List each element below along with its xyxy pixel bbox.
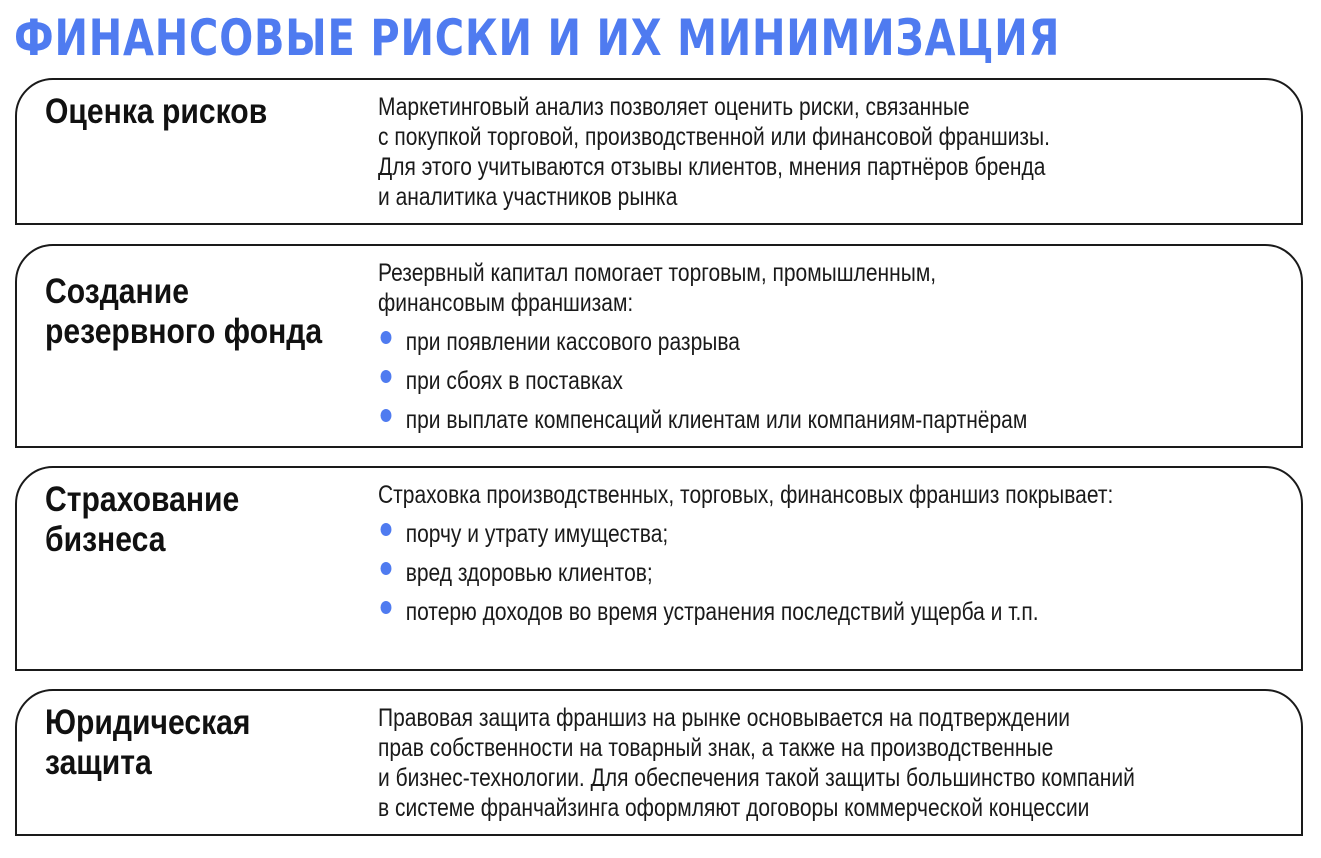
section-heading — [45, 703, 250, 783]
section-business-insurance — [15, 466, 1303, 671]
list-item-text: при сбоях в поставках — [405, 367, 623, 395]
body-line: с покупкой торговой, производственной или финансовой франшизы. — [378, 123, 1050, 151]
section-reserve-fund — [15, 244, 1303, 448]
section-heading — [45, 92, 267, 132]
list-item — [378, 405, 1218, 435]
list-item — [378, 366, 1218, 396]
list-item-text: при выплате компенсаций клиентам или компаниям-партнёрам — [405, 406, 1028, 434]
body-line: Маркетинговый анализ позволяет оценить риски, связанные — [378, 93, 970, 121]
section-heading-line: резервного фонда — [45, 312, 323, 351]
list-item — [378, 597, 1218, 627]
list-item — [378, 519, 1218, 549]
body-line: Для этого учитываются отзывы клиентов, мнения партнёров бренда — [378, 153, 1046, 181]
section-body — [378, 703, 1218, 823]
section-heading — [45, 480, 239, 560]
section-legal-protection — [15, 689, 1303, 836]
body-line: Страховка производственных, торговых, финансовых франшиз покрывает: — [378, 481, 1114, 509]
body-line: прав собственности на товарный знак, а также на производственные — [378, 734, 1054, 762]
bullet-dot-icon — [381, 370, 392, 383]
body-line: и аналитика участников рынка — [378, 183, 678, 211]
list-item — [378, 327, 1218, 357]
section-heading-line: защита — [45, 743, 152, 782]
bullet-dot-icon — [381, 331, 392, 344]
section-body — [378, 258, 1218, 435]
section-heading-line: Создание — [45, 272, 189, 311]
body-line: Резервный капитал помогает торговым, промышленным, — [378, 259, 937, 287]
body-line: Правовая защита франшиз на рынке основывается на подтверждении — [378, 704, 1071, 732]
list-item-text: потерю доходов во время устранения последствий ущерба и т.п. — [405, 598, 1039, 626]
section-heading-line: Оценка рисков — [45, 92, 268, 131]
list-item-text: при появлении кассового разрыва — [405, 328, 740, 356]
bullet-dot-icon — [381, 601, 392, 614]
section-heading-line: Страхование — [45, 480, 240, 519]
section-heading-line: Юридическая — [45, 703, 251, 742]
bullet-list — [378, 327, 1218, 435]
body-line: финансовым франшизам: — [378, 289, 634, 317]
section-risk-assessment — [15, 78, 1303, 225]
page-title: ФИНАНСОВЫЕ РИСКИ И ИХ МИНИМИЗАЦИЯ — [14, 9, 1061, 67]
body-line: в системе франчайзинга оформляют договоры коммерческой концессии — [378, 794, 1090, 822]
bullet-dot-icon — [381, 523, 392, 536]
list-item-text: порчу и утрату имущества; — [405, 520, 669, 548]
body-line: и бизнес-технологии. Для обеспечения такой защиты большинство компаний — [378, 764, 1135, 792]
list-item-text: вред здоровью клиентов; — [405, 559, 653, 587]
section-heading-line: бизнеса — [45, 520, 166, 559]
list-item — [378, 558, 1218, 588]
section-heading — [45, 272, 322, 352]
section-body — [378, 92, 1218, 212]
bullet-list — [378, 519, 1218, 627]
bullet-dot-icon — [381, 409, 392, 422]
section-body — [378, 480, 1218, 627]
bullet-dot-icon — [381, 562, 392, 575]
